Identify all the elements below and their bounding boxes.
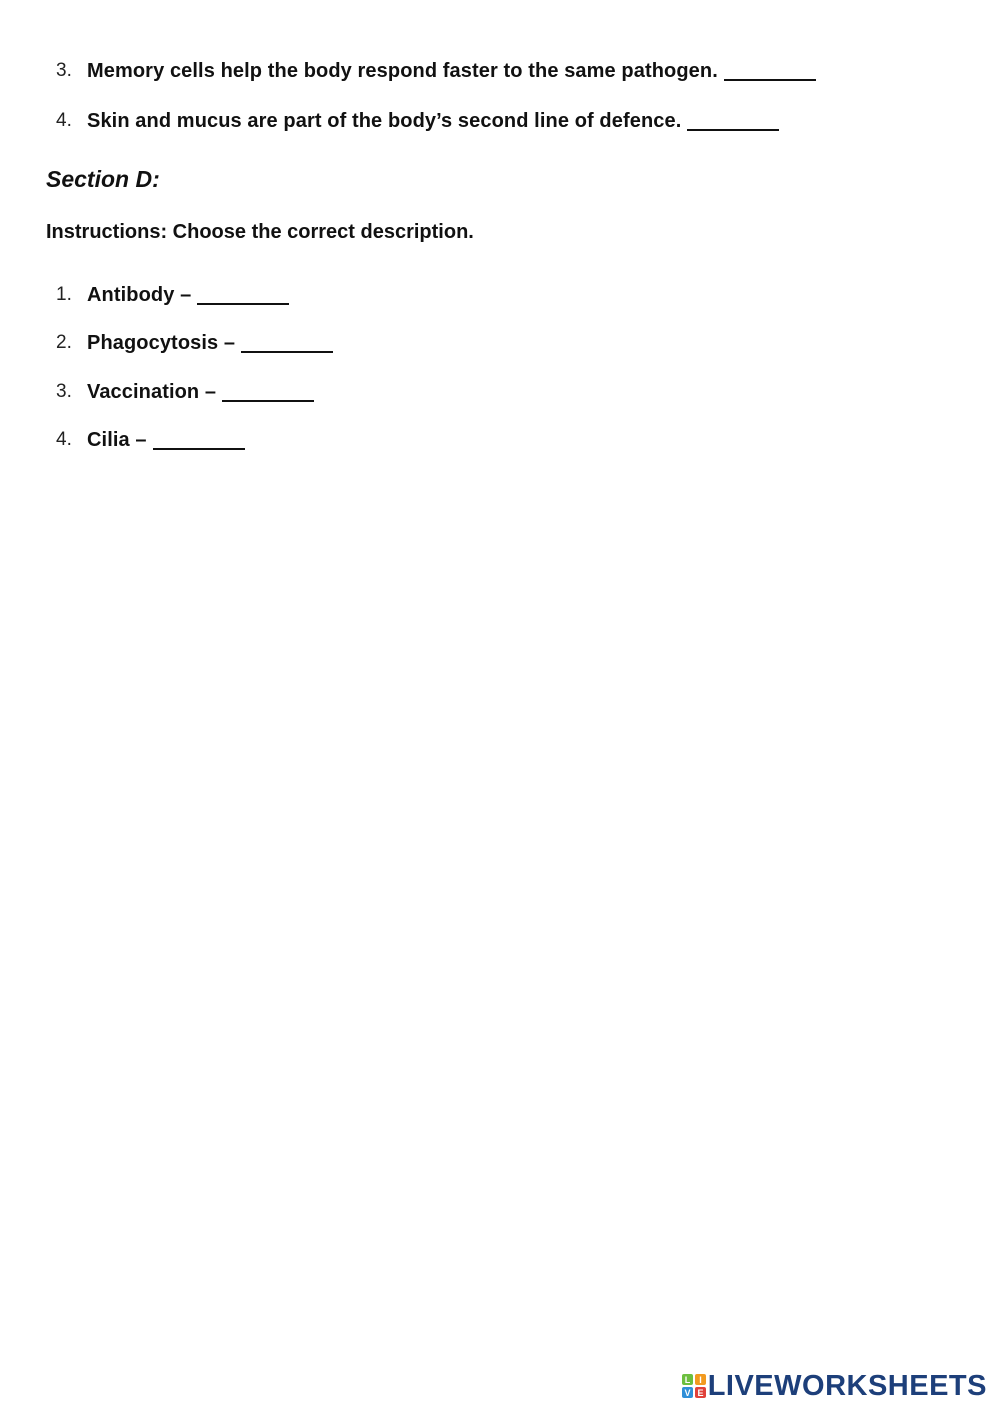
answer-blank[interactable] bbox=[241, 333, 333, 353]
item-term: Vaccination – bbox=[87, 380, 217, 403]
item-statement: Skin and mucus are part of the body’s second line of defence. bbox=[87, 109, 682, 132]
section-d-item-2 bbox=[56, 330, 333, 356]
answer-blank[interactable] bbox=[687, 111, 779, 131]
svg-text:E: E bbox=[697, 1388, 704, 1398]
item-term: Cilia – bbox=[87, 428, 147, 451]
answer-blank[interactable] bbox=[222, 382, 314, 402]
section-c-item-4 bbox=[56, 108, 779, 134]
section-d-item-3 bbox=[56, 379, 314, 405]
answer-blank[interactable] bbox=[153, 430, 245, 450]
svg-text:L: L bbox=[684, 1375, 690, 1385]
item-number: 1. bbox=[56, 284, 72, 305]
item-number: 3. bbox=[56, 381, 72, 402]
item-term: Antibody – bbox=[87, 283, 192, 306]
logo-text: LIVEWORKSHEETS bbox=[707, 1369, 987, 1402]
item-number: 3. bbox=[56, 60, 72, 81]
item-statement: Memory cells help the body respond faster to the same pathogen. bbox=[87, 59, 718, 82]
item-term: Phagocytosis – bbox=[87, 331, 236, 354]
section-d-instructions: Instructions: Choose the correct description. bbox=[46, 221, 474, 243]
liveworksheets-logo bbox=[682, 1369, 987, 1403]
item-number: 4. bbox=[56, 429, 72, 450]
section-c-item-3 bbox=[56, 58, 816, 84]
svg-text:I: I bbox=[698, 1375, 702, 1385]
answer-blank[interactable] bbox=[724, 61, 816, 81]
liveworksheets-mark-icon bbox=[682, 1374, 706, 1398]
section-d-title: Section D: bbox=[46, 166, 160, 192]
section-d-item-4 bbox=[56, 427, 245, 453]
item-number: 4. bbox=[56, 110, 72, 131]
section-d-item-1 bbox=[56, 282, 289, 308]
svg-text:V: V bbox=[684, 1388, 691, 1398]
item-number: 2. bbox=[56, 332, 72, 353]
answer-blank[interactable] bbox=[197, 285, 289, 305]
